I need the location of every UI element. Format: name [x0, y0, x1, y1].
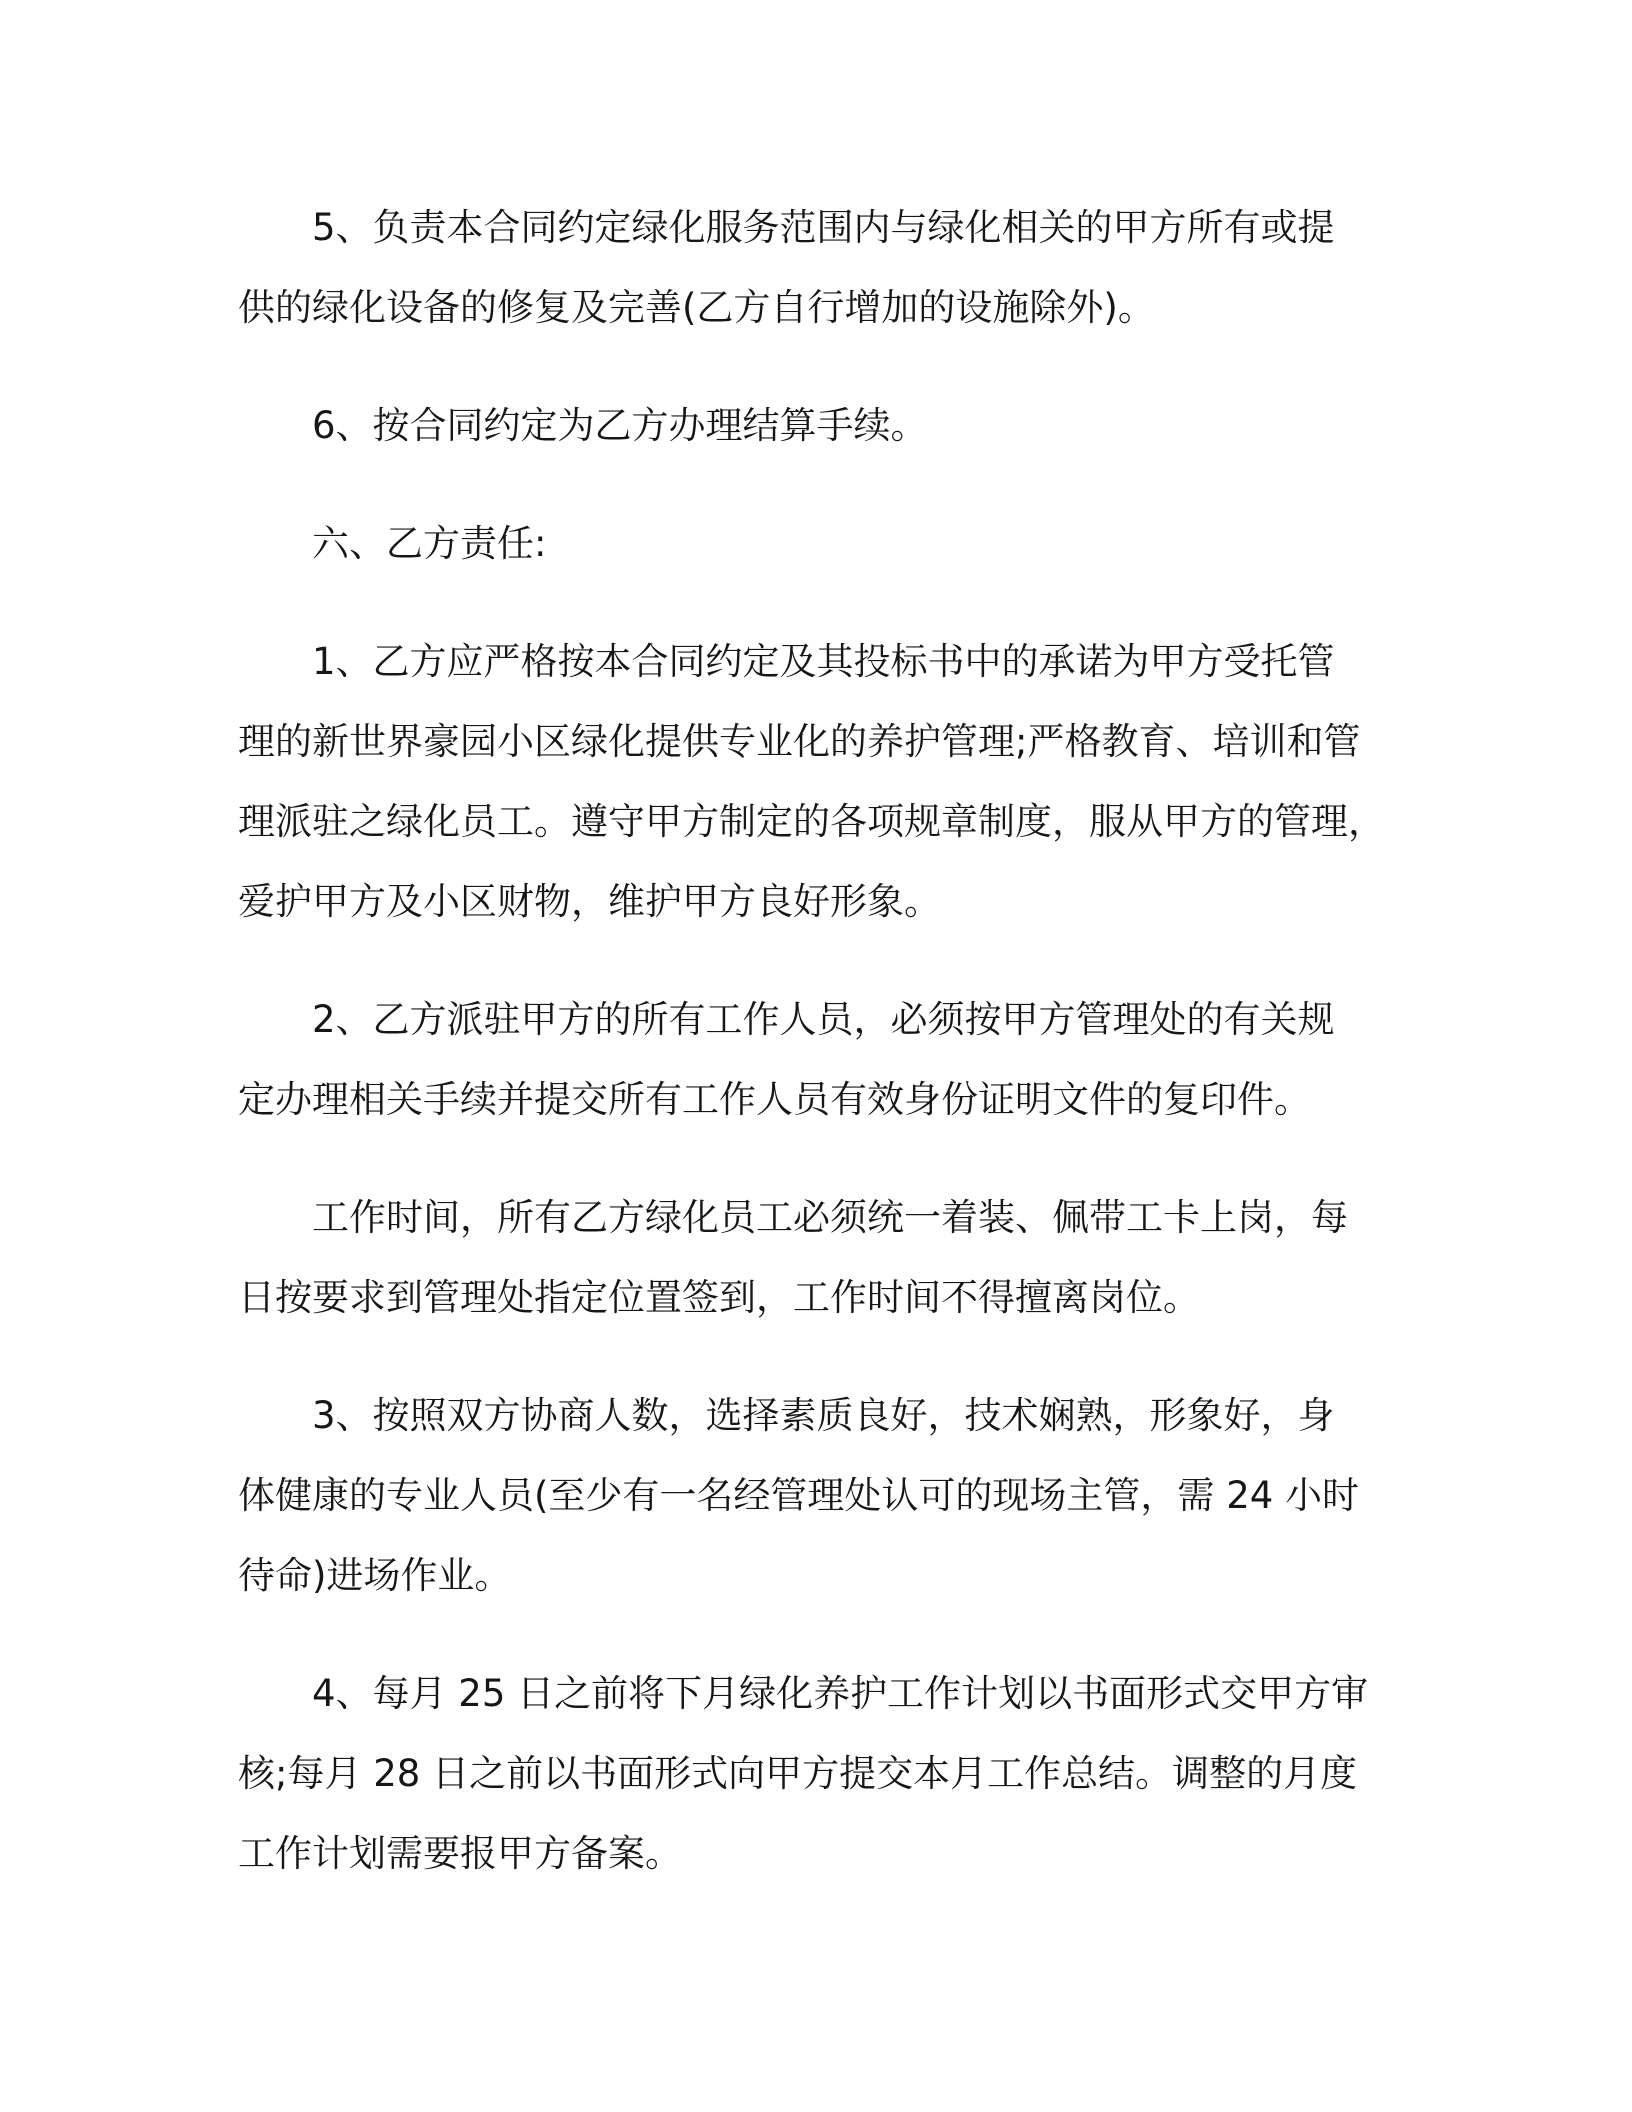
text-line: 供的绿化设备的修复及完善(乙方自行增加的设施除外)。: [238, 286, 1155, 329]
paragraph-duty-6: [238, 386, 1378, 466]
text-line: 6、按合同约定为乙方办理结算手续。: [312, 404, 928, 447]
paragraph-party-b-3: [238, 1376, 1378, 1616]
paragraph-duty-5: [238, 188, 1378, 348]
text-line: 理派驻之绿化员工。遵守甲方制定的各项规章制度，服从甲方的管理，: [238, 800, 1385, 843]
text-line: 1、乙方应严格按本合同约定及其投标书中的承诺为甲方受托管: [312, 640, 1335, 683]
paragraph-party-b-4: [238, 1654, 1378, 1894]
paragraph-work-time: [238, 1178, 1378, 1338]
text-line: 爱护甲方及小区财物，维护甲方良好形象。: [238, 880, 941, 923]
paragraph-party-b-2: [238, 980, 1378, 1140]
text-line: 3、按照双方协商人数，选择素质良好，技术娴熟，形象好，身: [312, 1394, 1335, 1437]
text-line: 体健康的专业人员(至少有一名经管理处认可的现场主管，需 24 小时: [238, 1474, 1360, 1517]
text-line: 六、乙方责任:: [312, 522, 547, 565]
text-line: 定办理相关手续并提交所有工作人员有效身份证明文件的复印件。: [238, 1078, 1311, 1121]
paragraph-party-b-1: [238, 622, 1385, 942]
text-line: 工作时间，所有乙方绿化员工必须统一着装、佩带工卡上岗，每: [312, 1196, 1348, 1239]
section-heading-party-b: [238, 504, 1378, 584]
text-line: 工作计划需要报甲方备案。: [238, 1832, 682, 1875]
text-line: 理的新世界豪园小区绿化提供专业化的养护管理;严格教育、培训和管: [238, 720, 1361, 763]
text-line: 2、乙方派驻甲方的所有工作人员，必须按甲方管理处的有关规: [312, 998, 1335, 1041]
document-body: [238, 188, 1385, 1932]
text-line: 4、每月 25 日之前将下月绿化养护工作计划以书面形式交甲方审: [312, 1672, 1369, 1715]
text-line: 核;每月 28 日之前以书面形式向甲方提交本月工作总结。调整的月度: [238, 1752, 1358, 1795]
text-line: 5、负责本合同约定绿化服务范围内与绿化相关的甲方所有或提: [312, 206, 1335, 249]
text-line: 日按要求到管理处指定位置签到，工作时间不得擅离岗位。: [238, 1276, 1200, 1319]
text-line: 待命)进场作业。: [238, 1554, 512, 1597]
